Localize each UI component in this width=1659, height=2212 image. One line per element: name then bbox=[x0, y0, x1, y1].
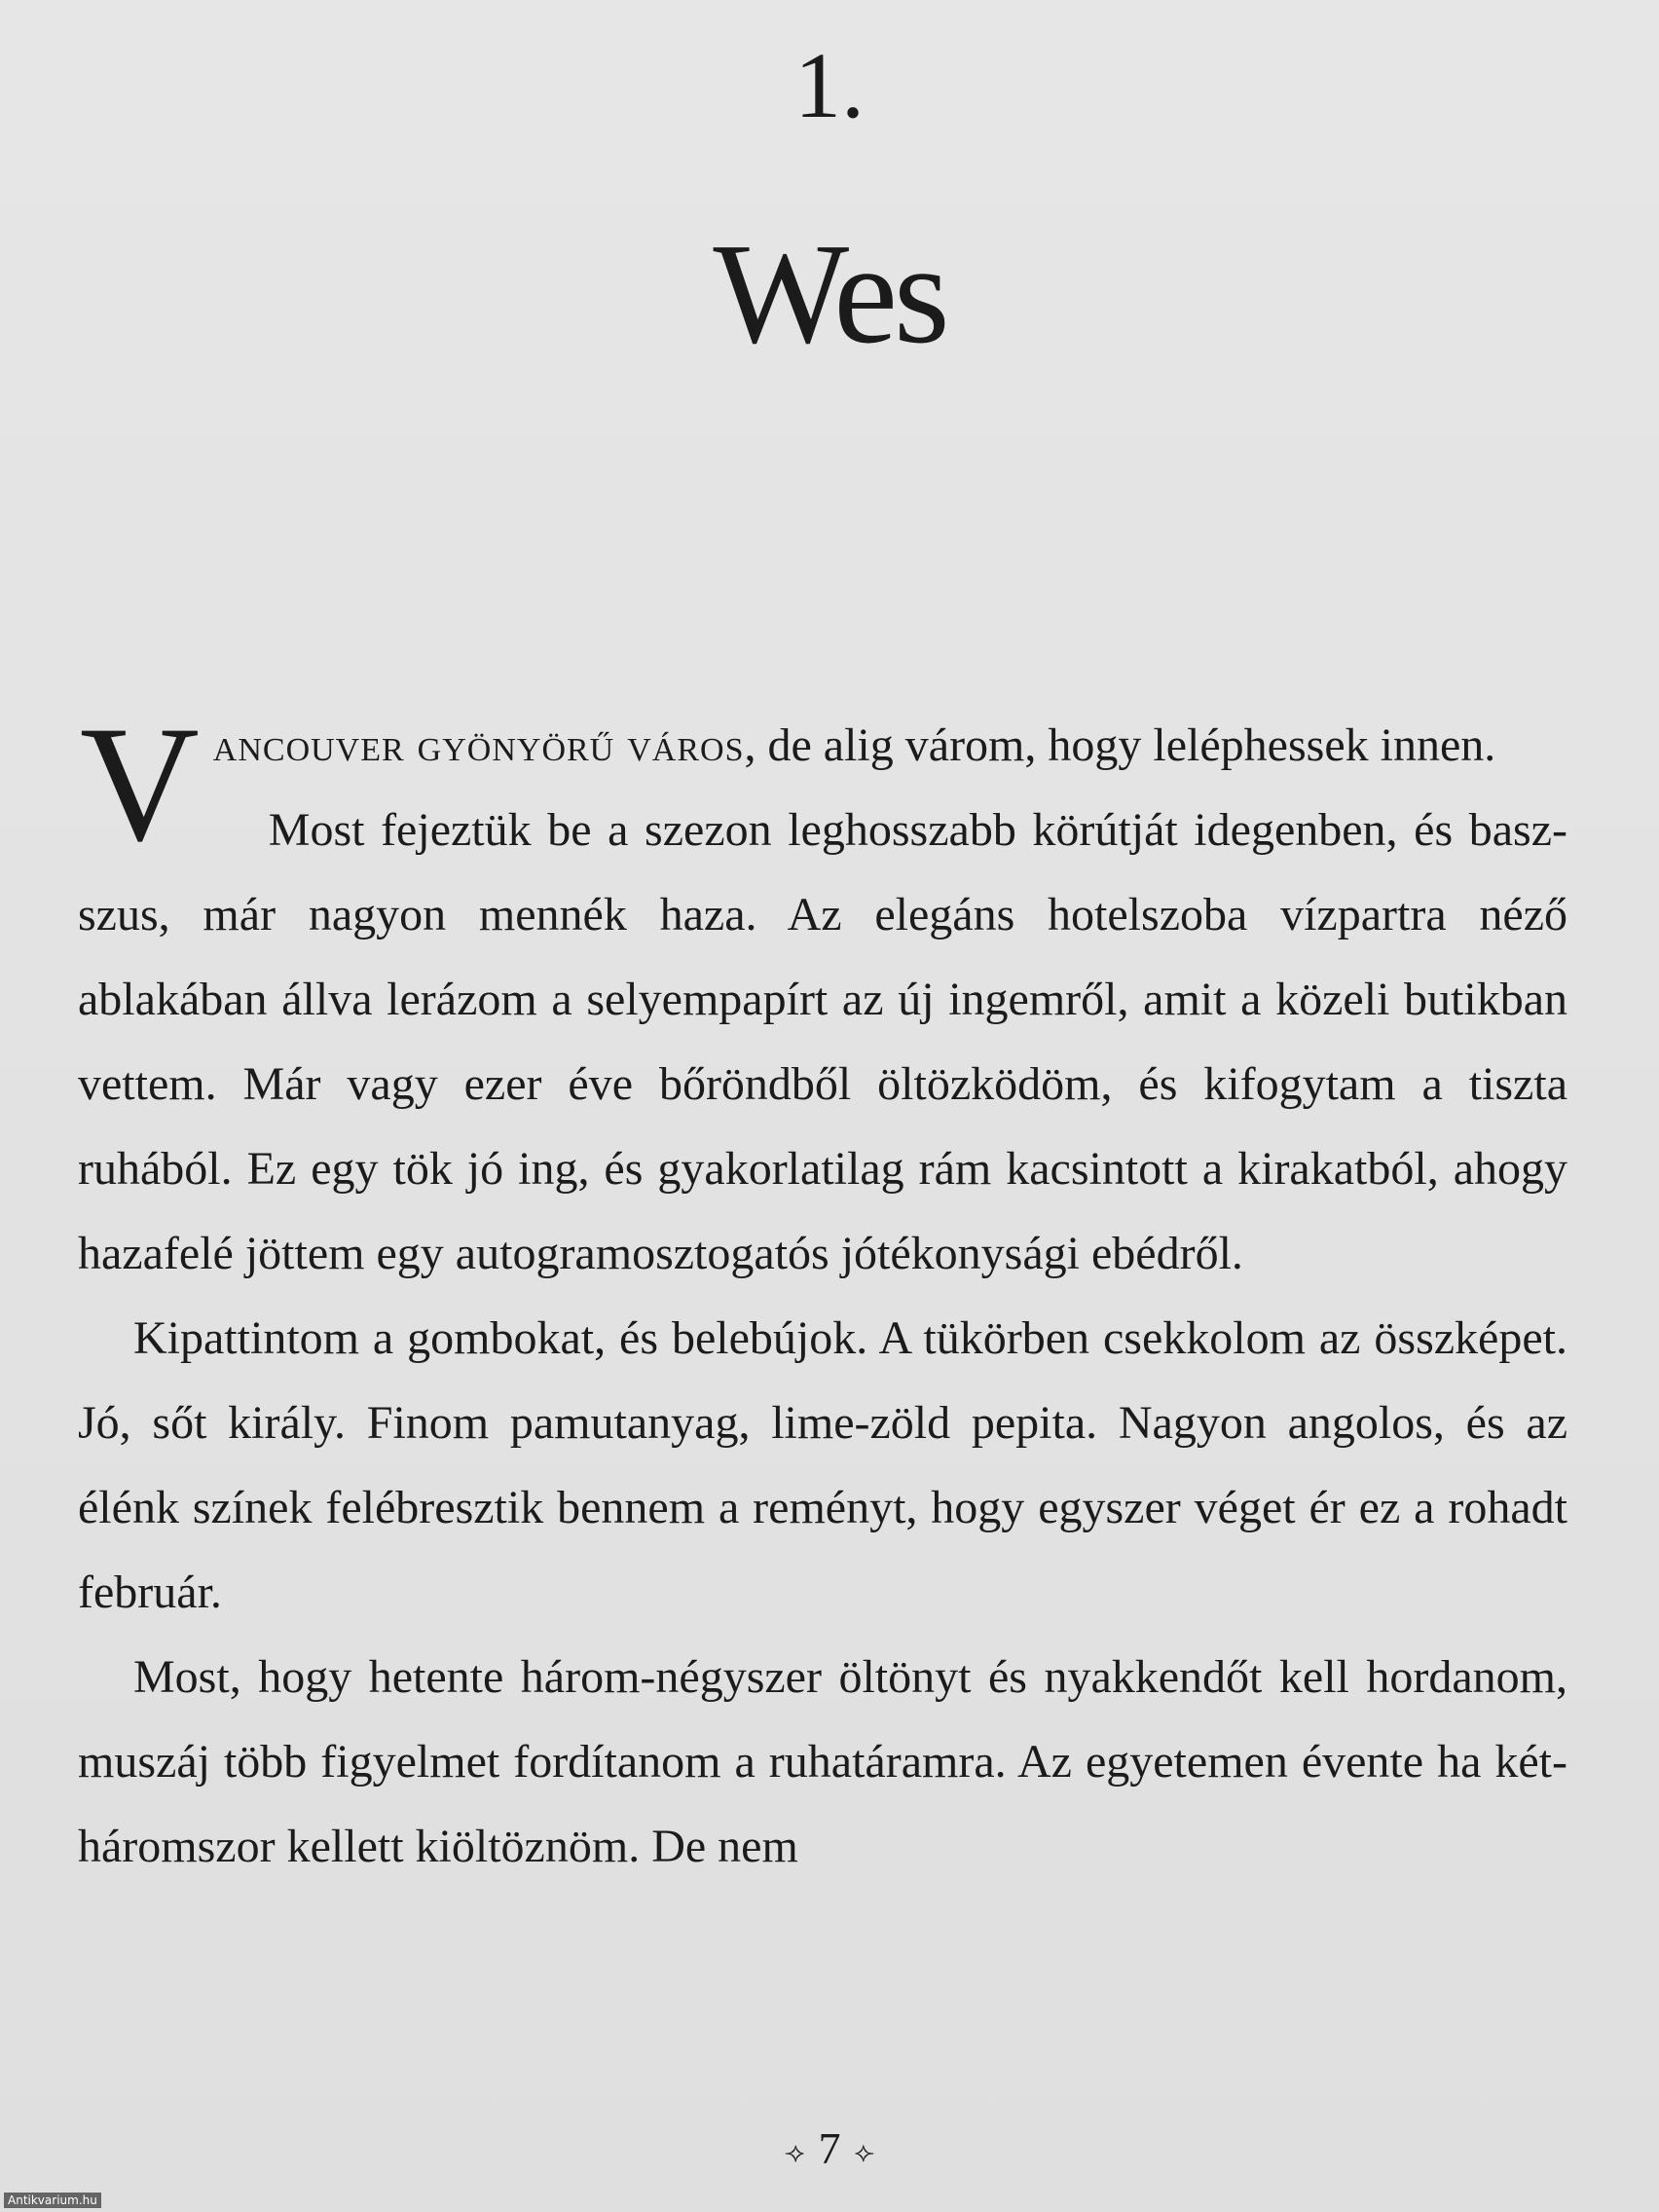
paragraph: Kipattintom a gombokat, és belebújok. A tükörben csekkolom az összképet. Jó, sőt király. Finom pamutanyag, lime-zöld pepita. Nagyon angolos, és az élénk színek felébresztik bennem a reményt, hogy egyszer véget ér ez a rohadt február. bbox=[78, 1312, 1567, 1618]
page-footer bbox=[0, 2122, 1659, 2174]
drop-cap: V bbox=[80, 692, 200, 875]
paragraph: Most, hogy hetente három-négyszer öltönyt és nyakkendőt kell hordanom, muszáj több figyelmet fordítanom a ruhatáramra. Az egyetemen évente ha két-háromszor kellett kiöltöznöm. De nem bbox=[78, 1651, 1567, 1872]
page-number: 7 bbox=[818, 2123, 841, 2173]
chapter-title: Wes bbox=[713, 214, 946, 374]
first-paragraph-rest: , de alig várom, hogy leléphessek innen. bbox=[744, 719, 1496, 771]
watermark: Antikvarium.hu bbox=[4, 2193, 101, 2208]
paragraph: Most fejeztük be a szezon leghosszabb körútját idegenben, és baszszus, már nagyon mennék haza. Az elegáns hotelszoba vízpartra néző ablakában állva lerázom a selyempapírt az új ingemről, amit a közeli butikban vettem. Már vagy ezer éve bőröndből öltözködöm, és kifogytam a tiszta ruhából. Ez egy tök jó ing, és gyakorlatilag rám kacsintott a kirakatból, ahogy hazafelé jöttem egy autogramosztogatós jótékonysági ebédről. bbox=[78, 804, 1567, 1279]
chapter-body bbox=[78, 692, 1567, 1889]
small-caps-opening: ancouver gyönyörű város bbox=[212, 719, 745, 771]
right-ornament-icon: ⟣ bbox=[854, 2136, 875, 2169]
left-ornament-icon: ⟢ bbox=[784, 2136, 805, 2169]
first-paragraph bbox=[78, 692, 1567, 875]
chapter-number: 1. bbox=[794, 33, 865, 137]
